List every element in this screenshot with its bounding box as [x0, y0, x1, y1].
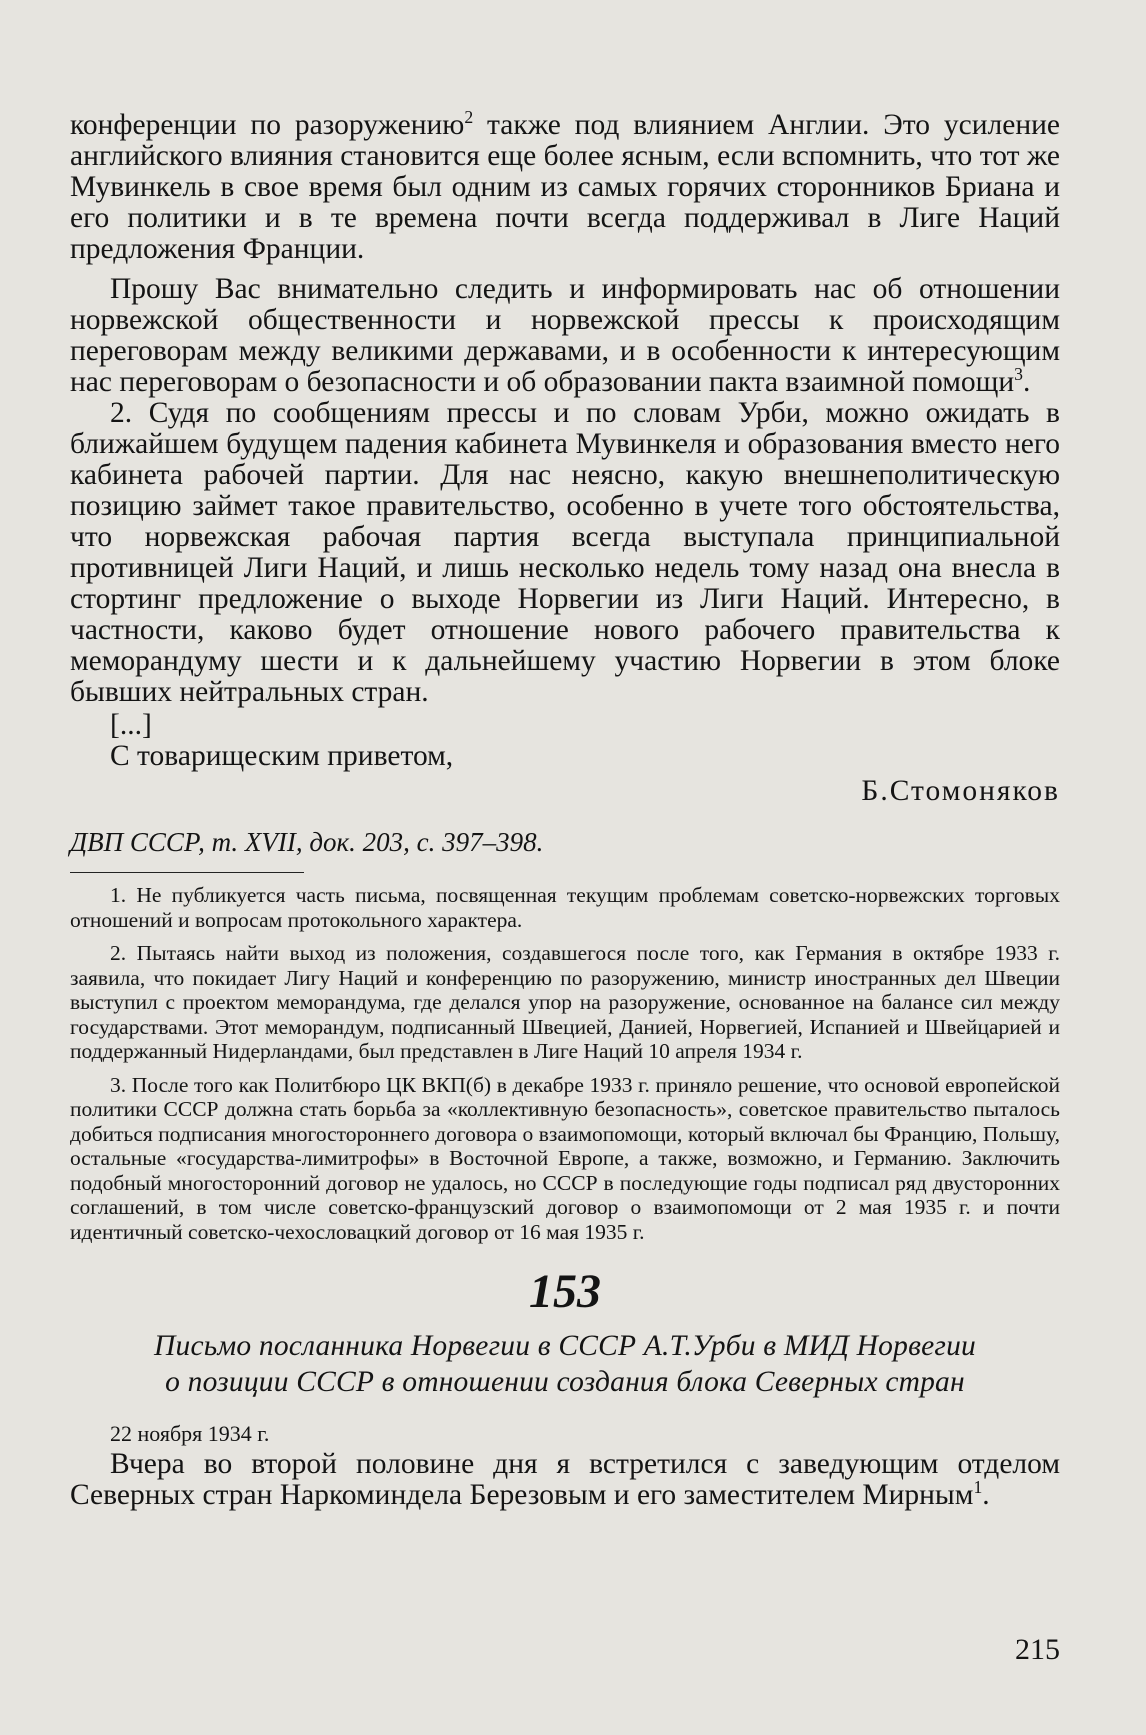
- paragraph-2: Прошу Вас внимательно следить и информировать нас об отношении норвежской общественности и норвежской прессы к происходящим переговорам между великими державами, и в особенности к интересующим нас переговорам о безопасности и об образовании пакта взаимной помощи$^3$.: [70, 273, 1060, 398]
- paragraph-3: 2. Судя по сообщениям прессы и по словам Урби, можно ожидать в ближайшем будущем падения кабинета Мувинкеля и образования вместо него кабинета рабочей партии. Для нас неясно, какую внешнеполитическую позицию займет такое правительство, особенно в учете того обстоятельства, что норвежская рабочая партия всегда выступала принципиальной противницей Лиги Наций, и лишь несколько недель тому назад она внесла в стортинг предложение о выходе Норвегии из Лиги Наций. Интересно, в частности, каково будет отношение нового рабочего правительства к меморандуму шести и к дальнейшему участию Норвегии в этом блоке бывших нейтральных стран.: [70, 397, 1060, 708]
- document-date: 22 ноября 1934 г.: [110, 1421, 270, 1446]
- page-number: 215: [1015, 1633, 1060, 1666]
- signature: Б.Стомоняков: [861, 775, 1060, 807]
- source-citation: ДВП СССР, т. XVII, док. 203, с. 397–398.: [70, 827, 544, 857]
- document-title-line-2: о позиции СССР в отношении создания блока Северных стран: [165, 1366, 965, 1398]
- footnote-divider: [70, 872, 304, 873]
- closing-line: С товарищеским приветом,: [110, 740, 454, 772]
- paragraph-1: конференции по разоружению$^2$ также под влиянием Англии. Это усиление английского влияния становится еще более ясным, если вспомнить, что тот же Мувинкель в свое время был одним из самых горячих сторонников Бриана и его политики и в те времена почти всегда поддерживал в Лиге Наций предложения Франции.: [70, 107, 1060, 265]
- footnote-1: 1. Не публикуется часть письма, посвященная текущим проблемам советско-норвежских торговых отношений и вопросам протокольного характера.: [70, 883, 1060, 932]
- omission-mark: [...]: [110, 709, 152, 741]
- footnote-ref-3: 3: [1014, 364, 1023, 385]
- footnote-3: 3. После того как Политбюро ЦК ВКП(б) в декабре 1933 г. приняло решение, что основой европейской политики СССР должна стать борьба за «коллективную безопасность», советское правительство пыталось добиться подписания многостороннего договора о взаимопомощи, который включал бы Францию, Польшу, остальные «государства-лимитрофы» в Восточной Европе, а также, возможно, и Германию. Заключить подобный многосторонний договор не удалось, но СССР в последующие годы подписал ряд двусторонних соглашений, в том числе советско-французский договор о взаимопомощи от 2 мая 1935 г. и почти идентичный советско-чехословацкий договор от 16 мая 1935 г.: [70, 1072, 1060, 1244]
- document-number: 153: [529, 1265, 601, 1318]
- document-body: Вчера во второй половине дня я встретился с заведующим отделом Северных стран Наркоминдела Березовым и его заместителем Мирным$^1$.: [70, 1448, 1060, 1511]
- footnote-ref-2: 2: [464, 107, 474, 128]
- document-title: [70, 1328, 1060, 1400]
- footnote-2: 2. Пытаясь найти выход из положения, создавшегося после того, как Германия в октябре 1933 г. заявила, что покидает Лигу Наций и конференцию по разоружению, министр иностранных дел Швеции выступил с проектом меморандума, где делался упор на разоружение, основанное на балансе сил между государствами. Этот меморандум, подписанный Швецией, Данией, Норвегией, Испанией и Швейцарией и поддержанный Нидерландами, был представлен в Лиге Наций 10 апреля 1934 г.: [70, 941, 1060, 1063]
- document-title-line-1: Письмо посланника Норвегии в СССР А.Т.Урби в МИД Норвегии: [153, 1330, 976, 1362]
- footnote-ref-1: 1: [973, 1477, 983, 1498]
- main-text-block: [70, 107, 1060, 1511]
- footnotes: [70, 883, 1060, 1244]
